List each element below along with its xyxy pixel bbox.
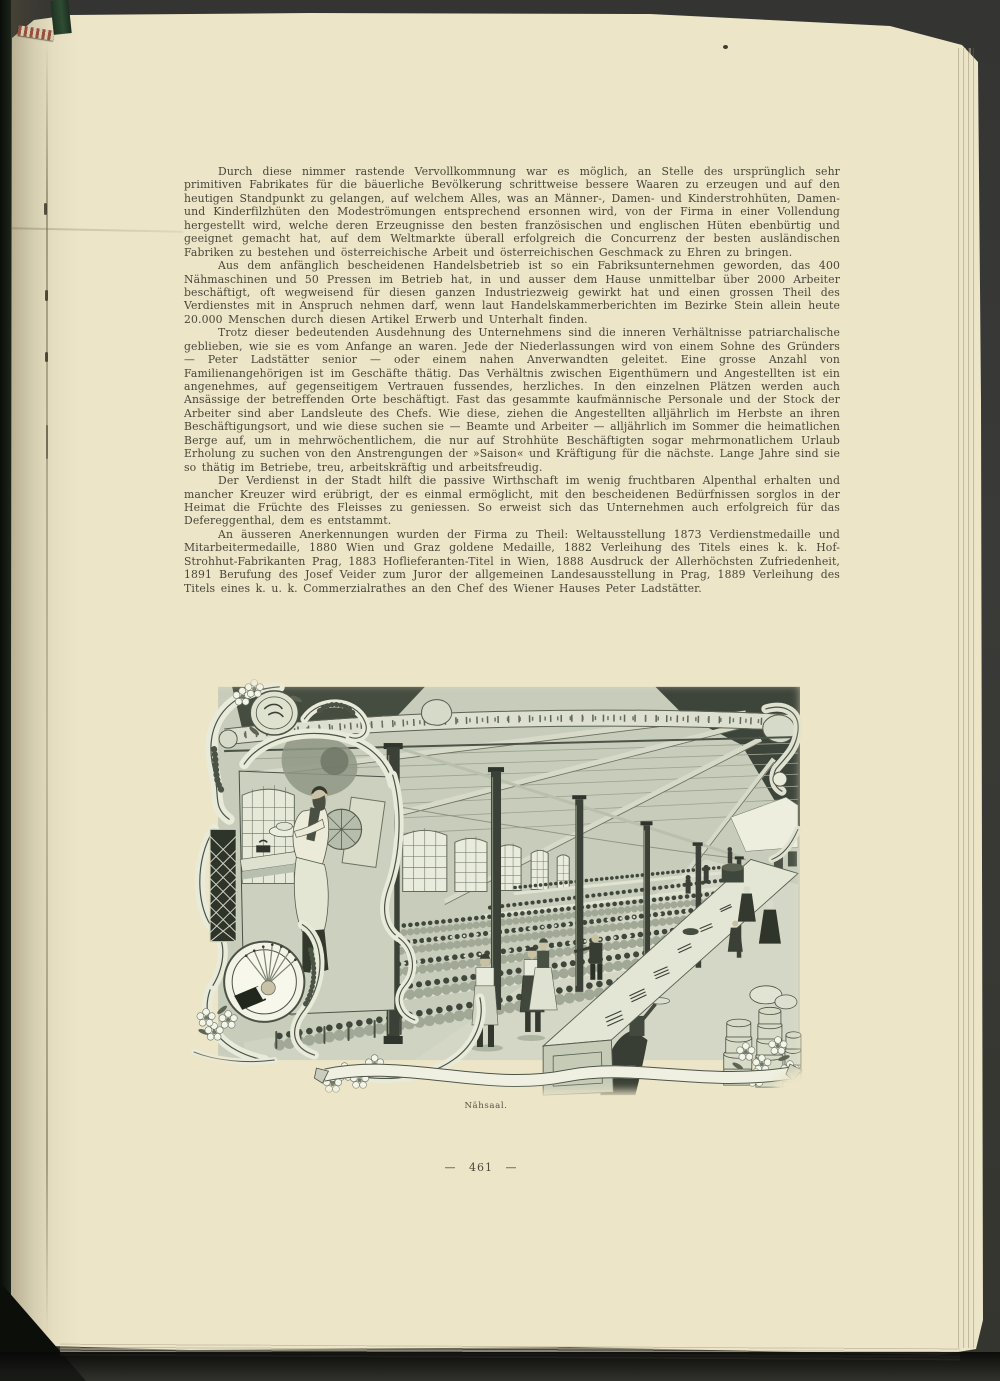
gutter-fold-line: [46, 40, 48, 1336]
book-bottom-shadow: [0, 1352, 1000, 1381]
body-paragraph: Aus dem anfänglich bescheidenen Handelsbetrieb ist so ein Fabriksunternehmen geworden, das 400 Nähmaschinen und 50 Pressen im Betrieb hat, in und ausser dem Hause unmittelbar über 2000 Arbeiter beschäftigt, oft wegweisend für diesen ganzen Industriezweig gewirkt hat und einen grossen Theil des Verdienstes mit in Anspruch nehmen darf, wenn laut Handelskammerberichten im Bezirke Stein allein heute 20.000 Menschen durch diesen Artikel Erwerb und Unterhalt finden.: [184, 259, 840, 326]
book-cover-edge: [0, 0, 11, 1381]
hand-straw-medallion-icon: [224, 942, 304, 1022]
body-paragraph: Durch diese nimmer rastende Vervollkommnung war es möglich, an Stelle des ursprünglich sehr primitiven Fabrikates für die bäuerliche Bevölkerung schrittweise bessere Waaren zu erzeugen und auf den heutigen Standpunkt zu gelangen, auf welchem Alles, was an Männer-, Damen- und Kinderstrohhüten, Damen- und Kinderfilzhüten den Modeströmungen entsprechend ersonnen wird, von der Firma in einer Vollendung hergestellt wird, welche deren Erzeugnisse den besten französischen und englischen Hüten ebenbürtig und geeignet gemacht hat, auf dem Weltmarkte überall erfolgreich die Concurrenz der besten ausländischen Fabriken zu bestehen und österreichische Arbeit und österreichischen Geschmack zu Ehren zu bringen.: [184, 165, 840, 259]
binding-stitch: [44, 203, 47, 215]
naehsaal-illustration: [184, 678, 806, 1096]
body-paragraph: Der Verdienst in der Stadt hilft die passive Wirthschaft im wenig fruchtbaren Alpenthal erhalten und mancher Kreuzer wird erübrigt, der es einmal ermöglicht, mit den bescheidenen Bedürfnissen sorglos in der Heimat die Früchte des Fleisses zu geniessen. So erweist sich das Unternehmen auch erfolgreich für das Defereggenthal, dem es entstammt.: [184, 474, 840, 528]
paper-speck: [723, 45, 728, 49]
binding-stitch: [46, 425, 48, 459]
binding-stitch: [45, 352, 48, 362]
lattice-strip: [210, 829, 236, 941]
binding-stitch: [45, 290, 48, 301]
page-edge-stack-right: [956, 48, 974, 1348]
body-paragraph: An äusseren Anerkennungen wurden der Firma zu Theil: Weltausstellung 1873 Verdienstmedaille und Mitarbeitermedaille, 1880 Wien und Graz goldene Medaille, 1882 Verleihung des Titels eines k. k. Hof-Strohhut-Fabrikanten Prag, 1883 Hoflieferanten-Titel in Wien, 1888 Ausdruck der Allerhöchsten Zufriedenheit, 1891 Berufung des Josef Veider zum Juror der allgemeinen Landesausstellung in Prag, 1889 Verleihung des Titels eines k. u. k. Commerzialrathes an den Chef des Wiener Hauses Peter Ladstätter.: [184, 527, 840, 595]
body-paragraph: Trotz dieser bedeutenden Ausdehnung des Unternehmens sind die inneren Verhältnisse patriarchalische geblieben, wie sie es vom Anfange an waren. Jede der Niederlassungen wird von einem Sohne des Gründers — Peter Ladstätter senior — oder einem nahen Anverwandten geleitet. Eine grosse Anzahl von Familienangehörigen ist im Geschäfte thätig. Das Verhältnis zwischen Eigenthümern und Angestellten ist ein angenehmes, auf gegenseitigem Vertrauen fussendes, herzliches. In den einzelnen Plätzen werden auch Ansässige der betreffenden Orte beschäftigt. Fast das gesammte kaufmännische Personale und der Stock der Arbeiter sind aber Landsleute des Chefs. Wie diese, ziehen die Angestellten alljährlich im Herbste an ihren Beschäftigungsort, und wie diese suchen sie — Beamte und Arbeiter — alljährlich im Sommer die heimatlichen Berge auf, um in mehrwöchentlichem, die nur auf Strohhüte Beschäftigten sogar mehrmonatlichem Urlaub Erholung zu suchen von den Anstrengungen der »Saison« und Kräftigung für die nächste. Lange Jahre sind sie so thätig im Betriebe, treu, arbeitskräftig und arbeitsfreudig.: [184, 326, 840, 474]
bookmark-ribbon: [50, 0, 71, 35]
page-number: — 461 —: [444, 1161, 518, 1174]
illustration-caption: Nähsaal.: [464, 1101, 508, 1111]
page-text-block: [184, 165, 840, 595]
